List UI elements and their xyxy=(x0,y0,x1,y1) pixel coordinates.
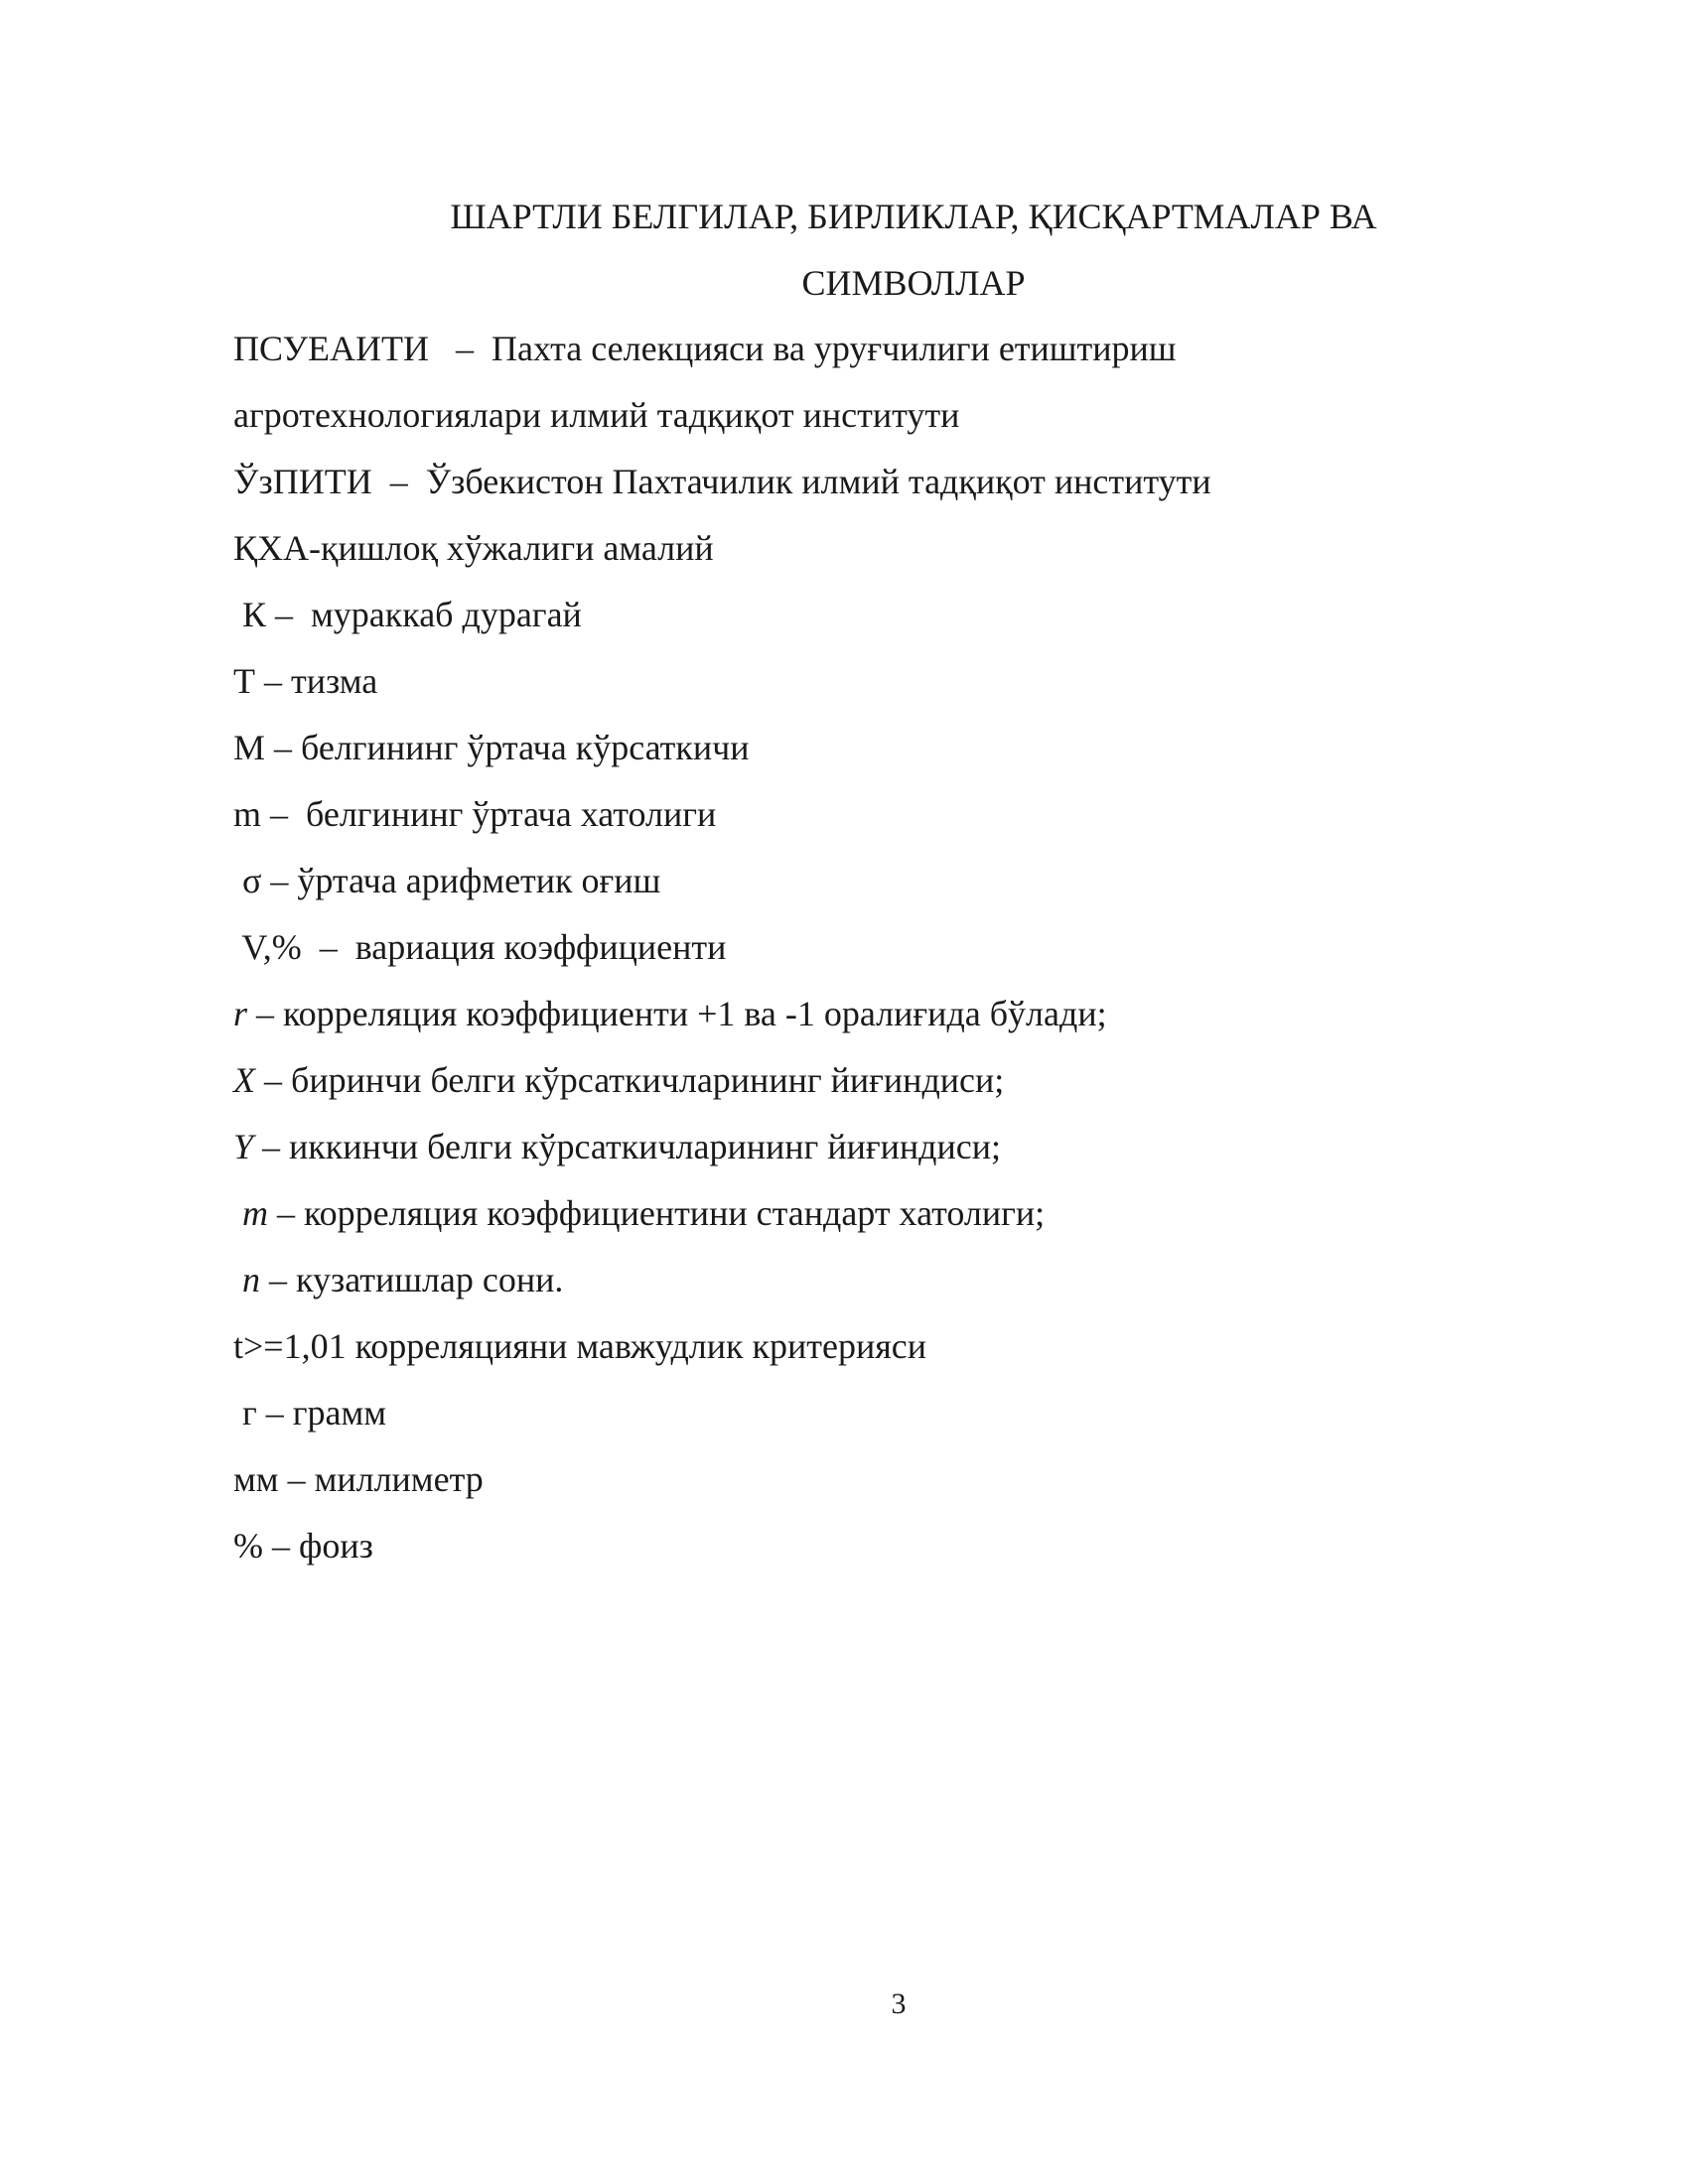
entry-text: – иккинчи белги кўрсаткичларининг йиғиндиси; xyxy=(253,1127,1001,1166)
list-item xyxy=(233,648,1524,715)
list-item xyxy=(233,1446,1524,1513)
entry-text: % – фоиз xyxy=(233,1526,373,1566)
entry-text: К – мураккаб дурагай xyxy=(233,595,582,634)
entry-text: г – грамм xyxy=(233,1393,387,1433)
entry-symbol: Y xyxy=(233,1127,254,1166)
entry-text: σ – ўртача арифметик оғиш xyxy=(233,861,661,900)
entry-text: ҚХА-қишлоқ хўжалиги амалий xyxy=(233,528,714,568)
entry-text: Т – тизма xyxy=(233,661,378,701)
entry-text: мм – миллиметр xyxy=(233,1459,484,1499)
entry-text: М – белгининг ўртача кўрсаткичи xyxy=(233,728,750,767)
list-item xyxy=(233,781,1524,848)
list-item xyxy=(233,981,1524,1047)
list-item xyxy=(233,515,1524,582)
entry-text: – корреляция коэффициенти +1 ва -1 оралиғида бўлади; xyxy=(247,994,1107,1033)
list-item xyxy=(233,1247,1524,1313)
page-title xyxy=(233,184,1594,317)
entry-text: – кузатишлар сони. xyxy=(260,1260,564,1299)
entry-symbol: X xyxy=(233,1060,255,1100)
entry-text: – корреляция коэффициентини стандарт хатолиги; xyxy=(268,1193,1046,1233)
entry-symbol: r xyxy=(233,994,248,1033)
entry-symbol: n xyxy=(233,1260,260,1299)
list-item xyxy=(233,382,1524,449)
list-item xyxy=(233,582,1524,648)
list-item xyxy=(233,1114,1524,1180)
list-item xyxy=(233,715,1524,781)
entry-text: ПСУЕАИТИ – Пахта селекцияси ва уруғчилиги етиштириш xyxy=(233,329,1177,368)
entry-text: – биринчи белги кўрсаткичларининг йиғиндиси; xyxy=(255,1060,1005,1100)
entry-text: m – белгининг ўртача хатолиги xyxy=(233,794,717,834)
entry-text: агротехнологиялари илмий тадқиқот институти xyxy=(233,395,960,435)
entry-text: V,% – вариация коэффициенти xyxy=(233,927,727,967)
list-item xyxy=(233,1047,1524,1114)
entry-symbol: m xyxy=(233,1193,268,1233)
entry-text: ЎзПИТИ – Ўзбекистон Пахтачилик илмий тадқиқот институти xyxy=(233,462,1211,501)
list-item xyxy=(233,1180,1524,1247)
list-item xyxy=(233,1380,1524,1446)
title-line-2: СИМВОЛЛАР xyxy=(801,263,1026,303)
list-item xyxy=(233,449,1524,515)
entry-text: t>=1,01 корреляцияни мавжудлик критерияси xyxy=(233,1326,927,1366)
list-item xyxy=(233,914,1524,981)
list-item xyxy=(233,1513,1524,1579)
abbreviation-list xyxy=(233,316,1524,1579)
title-line-1: ШАРТЛИ БЕЛГИЛАР, БИРЛИКЛАР, ҚИСҚАРТМАЛАР ВА xyxy=(450,197,1377,236)
list-item xyxy=(233,1313,1524,1380)
list-item xyxy=(233,848,1524,914)
list-item xyxy=(233,316,1524,382)
page-number: 3 xyxy=(891,1987,907,2020)
